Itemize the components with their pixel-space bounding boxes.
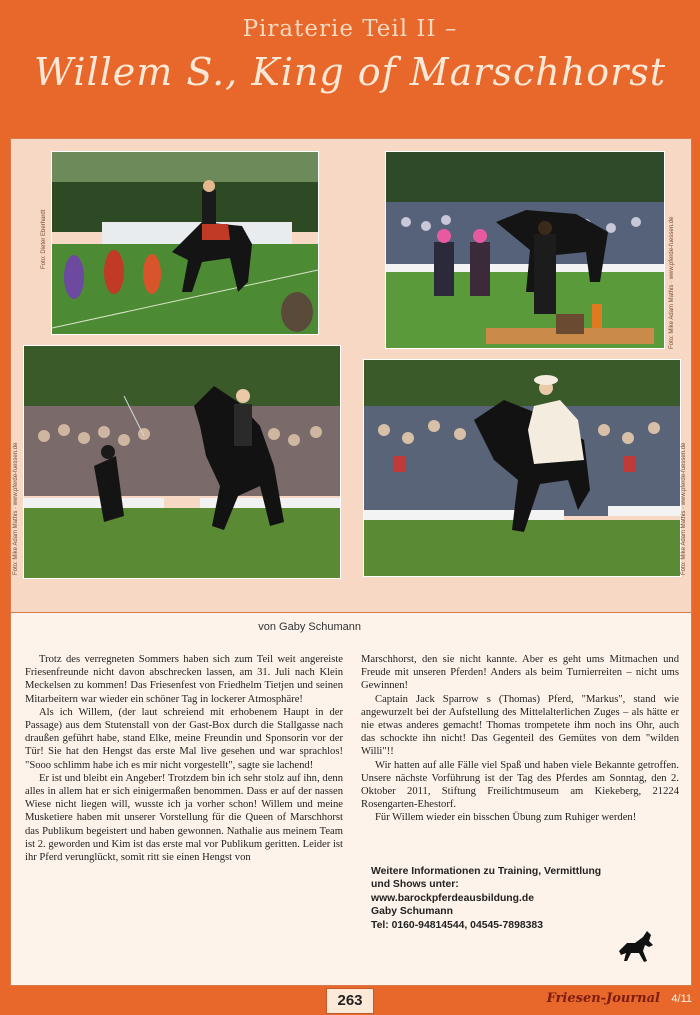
page-footer [0,984,700,1015]
photo-credit-3: Foto: Mike Adam Mathis · www.pferde-fuessen.de [13,442,19,575]
paragraph: Trotz des verregneten Sommers haben sich zum Teil weit angereiste Friesenfreunde nicht davon abschrecken lassen, am 31. Juli nach Klein Meckelsen zu kommen! Das Friesenfest von Friedhelm Tietjen und seinen Mitarbeitern war wieder ein schöner Tag in lockerer Atmosphäre! [25,654,343,705]
photo-rider-dancers-image [52,152,318,334]
photo-lady-rider-image [364,360,680,576]
page-header [0,0,700,135]
website-link[interactable]: www.barockpferdeausbildung.de [371,892,535,904]
info-line: Weitere Informationen zu Training, Vermittlung [371,866,602,877]
issue-number: 4/11 [671,993,692,1005]
contact-name: Gaby Schumann [371,906,453,918]
photo-lady-rider [363,359,681,577]
article-byline: von Gaby Schumann [258,621,361,633]
article-column-right [361,653,679,825]
journal-name: Friesen-Journal [546,991,660,1006]
photo-credit-4: Foto: Mike Adam Mathis · www.pferde-fuessen.de [681,442,687,575]
article-column-left [25,653,343,864]
photo-pirates-horse [385,151,665,349]
horse-silhouette-icon [617,929,657,965]
paragraph: Für Willem wieder ein bisschen Übung zum Ruhiger werden! [375,812,637,824]
contact-phone: Tel: 0160-94814544, 04545-7898383 [371,919,543,931]
contact-info-box [371,865,671,932]
info-line: und Shows unter: [371,879,459,891]
photo-rider-dancers [51,151,319,335]
photo-credit-2: Foto: Mike Adam Mathis · www.pferde-fuessen.de [669,216,675,349]
article-body [10,612,692,986]
photo-collage [10,138,692,614]
paragraph: Captain Jack Sparrow s (Thomas) Pferd, "Markus", stand wie angewurzelt bei der Aufstellung des Mittelalterlichen Zuges – als hätte er nie etwas anderes gemacht! Thomas trompetete ihm noch ins Ohr, auch das schockte ihn nicht! Das Gegenteil des Gemütes von dem "wilden Willi"!! [361,693,679,758]
title-line-1: Piraterie Teil II – [242,16,458,42]
title-line-2: Willem S., King of Marschhorst [33,50,667,94]
photo-pirates-horse-image [386,152,664,348]
photo-credit-1: Foto: Dieter Eberhardt [41,209,47,269]
paragraph: Wir hatten auf alle Fälle viel Spaß und haben viele Bekannte getroffen. Unsere nächste Vorführung ist der Tag des Pferdes am Sonntag, den 2. Oktober 2011, Stiftung Freilichtmuseum am Kiekeberg, 21224 Rosengarten-Ehestorf. [361,759,679,811]
paragraph: Als ich Willem, (der laut schreiend mit erhobenem Haupt in der Passage) aus dem Stutenstall von der Gast-Box durch die Stallgasse nach draußen geführt habe, stand Elke, meine Freundin und Sponsorin vor der Tür! Sie hat den Hengst das erste Mal live gesehen und war sprachlos! "Sooo schlimm habe ich es mir nicht vorgestellt", sagte sie lachend! [25,706,343,771]
photo-rearing-horse-image [24,346,340,578]
photo-rearing-horse [23,345,341,579]
paragraph: Marschhorst, den sie nicht kannte. Aber es geht ums Mitmachen und Freude mit unseren Pferden! Anders als beim Turnierreiten – nicht ums Gewinnen! [361,654,679,692]
paragraph: Er ist und bleibt ein Angeber! Trotzdem bin ich sehr stolz auf ihn, denn alles in allem hat er sich einigermaßen benommen. Dass er auf der nassen Wiese nicht liegen will, wusste ich ja vorher schon! Willem und meine Musketiere haben mit unserer Vorstellung für die Queen of Marschhorst das Publikum begeistert und haben gewonnen. Nathalie aus meinem Team ist 2. geworden und Kim ist das erste mal vor Publikum geritten. Leider ist ihr Pferd verunglückt, somit ritt sie einen Hengst von [25,772,343,864]
page-number: 263 [326,988,374,1014]
